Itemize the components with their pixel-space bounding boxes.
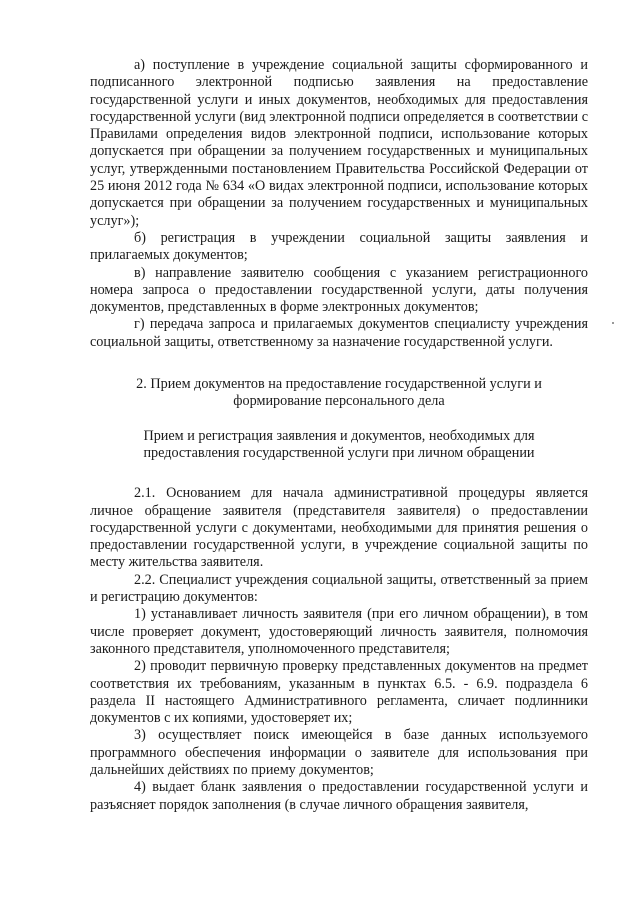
paragraph-a: а) поступление в учреждение социальной защиты сформированного и подписанного электронной подписью заявления на предоставление государственной услуги и иных документов, необходимых для предоставления государственной услуги (вид электронной подписи определяется в соответствии с Правилами определения видов электронной подписи, использование которых допускается при обращении за получением государственных и муниципальных услуг, утвержденными постановлением Правительства Российской Федерации от 25 июня 2012 года № 634 «О видах электронной подписи, использование которых допускается при обращении за получением государственных и муниципальных услуг»);	[90, 57, 588, 229]
section-heading-line-2: формирование персонального дела	[233, 393, 445, 410]
spacer	[90, 411, 588, 428]
list-item-4: 4) выдает бланк заявления о предоставлении государственной услуги и разъясняет порядок заполнения (в случае личного обращения заявителя,	[90, 779, 588, 813]
paragraph-2-2: 2.2. Специалист учреждения социальной защиты, ответственный за прием и регистрацию документов:	[90, 571, 588, 606]
list-item-2: 2) проводит первичную проверку представленных документов на предмет соответствия их требованиям, указанным в пунктах 6.5. - 6.9. подраздела 6 раздела II настоящего Административного регламента, сличает подлинники документов с их копиями, удостоверяет их;	[90, 658, 588, 727]
list-item-1: 1) устанавливает личность заявителя (при его личном обращении), в том числе проверяет документ, удостоверяющий личность заявителя, полномочия законного представителя, уполномоченного представителя;	[90, 606, 588, 657]
spacer	[90, 351, 588, 376]
subsection-heading	[90, 428, 588, 463]
document-text	[90, 57, 588, 814]
paragraph-v: в) направление заявителю сообщения с указанием регистрационного номера запроса о предоставлении государственной услуги, даты получения документов, представленных в форме электронных документов;	[90, 264, 588, 316]
spacer	[90, 462, 588, 485]
scan-speck	[612, 322, 614, 324]
paragraph-b: б) регистрация в учреждении социальной защиты заявления и прилагаемых документов;	[90, 229, 588, 264]
paragraph-2-1: 2.1. Основанием для начала административной процедуры является личное обращение заявителя (представителя заявителя) о предоставлении государственной услуги с документами, необходимыми для принятия решения о предоставлении государственной услуги, в учреждение социальной защиты по месту жительства заявителя.	[90, 485, 588, 571]
section-heading	[90, 376, 588, 411]
section-heading-line-1: 2. Прием документов на предоставление государственной услуги и	[136, 376, 542, 393]
paragraph-g: г) передача запроса и прилагаемых документов специалисту учреждения социальной защиты, ответственному за назначение государственной услуги.	[90, 316, 588, 350]
list-item-3: 3) осуществляет поиск имеющейся в базе данных используемого программного обеспечения информации о заявителе для использования при дальнейших действиях по приему документов;	[90, 727, 588, 778]
subsection-heading-line-1: Прием и регистрация заявления и документов, необходимых для	[143, 427, 535, 444]
subsection-heading-line-2: предоставления государственной услуги при личном обращении	[143, 444, 535, 461]
